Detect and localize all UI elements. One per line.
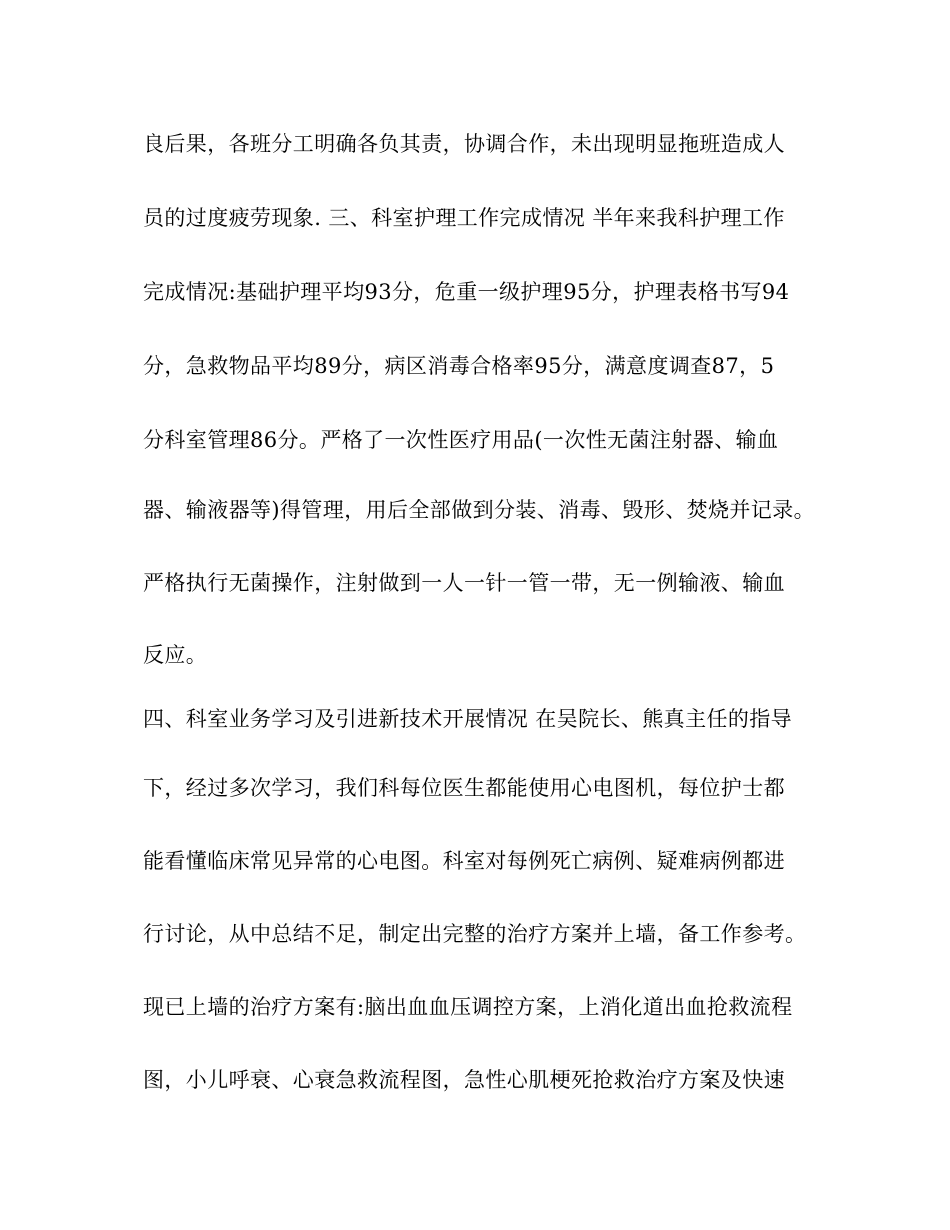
text-line: 分科室管理86分。严格了一次性医疗用品(一次性无菌注射器、输血 — [143, 428, 779, 452]
text-line: 器、输液器等)得管理，用后全部做到分装、消毒、毁形、焚烧并记录。 — [143, 498, 815, 522]
text-line: 能看懂临床常见异常的心电图。科室对每例死亡病例、疑难病例都进 — [143, 849, 785, 873]
text-line: 图，小儿呼衰、心衰急救流程图，急性心肌梗死抢救治疗方案及快速 — [143, 1068, 785, 1092]
text-line: 良后果，各班分工明确各负其责，协调合作，未出现明显拖班造成人 — [143, 132, 785, 156]
section-heading-line: 四、科室业务学习及引进新技术开展情况 在吴院长、熊真主任的指导 — [143, 707, 793, 731]
text-line: 现已上墙的治疗方案有:脑出血血压调控方案，上消化道出血抢救流程 — [143, 995, 793, 1019]
text-line: 严格执行无菌操作，注射做到一人一针一管一带，无一例输液、输血 — [143, 571, 785, 595]
text-line: 分，急救物品平均89分，病区消毒合格率95分，满意度调查87，5 — [143, 354, 775, 378]
text-line: 完成情况:基础护理平均93分，危重一级护理95分，护理表格书写94 — [143, 280, 790, 304]
text-line: 下，经过多次学习，我们科每位医生都能使用心电图机，每位护士都 — [143, 776, 785, 800]
text-line: 员的过度疲劳现象. 三、科室护理工作完成情况 半年来我科护理工作 — [143, 206, 785, 230]
text-line: 行讨论，从中总结不足，制定出完整的治疗方案并上墙，备工作参考。 — [143, 922, 807, 946]
text-line: 反应。 — [143, 643, 208, 667]
